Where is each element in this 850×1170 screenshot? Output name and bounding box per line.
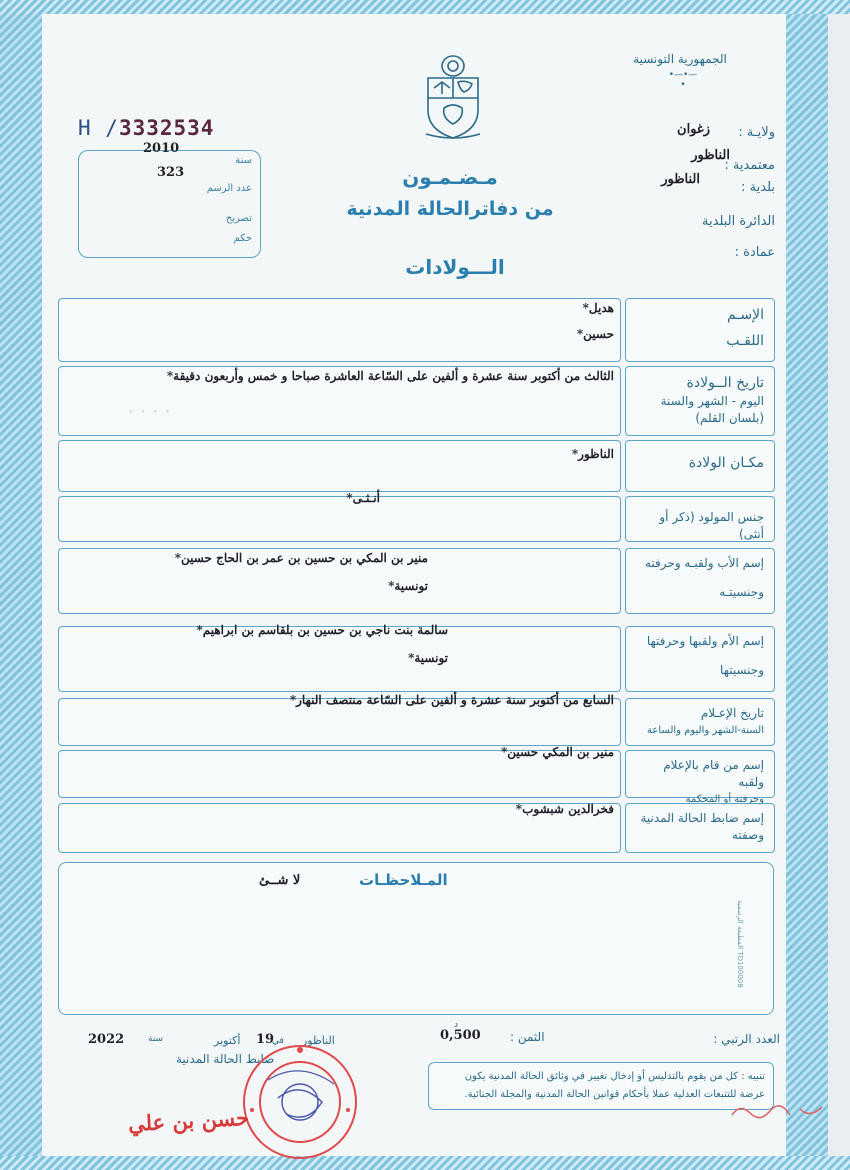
- issue-year-label: سنة: [148, 1034, 164, 1044]
- birth-date-label-cell: [625, 366, 775, 436]
- declaration-date-sub-label: السنة-الشهر واليوم والساعة: [647, 725, 764, 736]
- row-sex: [58, 491, 776, 542]
- row-birth-date: [58, 366, 776, 436]
- officer-label: إسم ضابط الحالة المدنية: [640, 811, 764, 825]
- tunisia-coat-of-arms-icon: [420, 52, 486, 142]
- officer-sub-label: وصفته: [731, 828, 764, 842]
- imada-label: عمادة :: [734, 245, 775, 260]
- issue-day: 19: [256, 1032, 275, 1047]
- sex-value-cell: [58, 491, 621, 542]
- declarant-value: منير بن المكي حسين*: [500, 745, 614, 759]
- officer-value-cell: [58, 803, 621, 853]
- remarks-value: لا شــئ: [259, 873, 301, 888]
- birth-place-value: الناظور*: [571, 447, 614, 461]
- last-name-value: حسين*: [576, 327, 614, 341]
- judgment-label: حكم: [233, 233, 252, 244]
- row-father: [58, 548, 776, 614]
- officer-signature: حسن بن علي: [127, 1104, 250, 1137]
- issue-year: 2022: [88, 1032, 125, 1047]
- price-label: الثمن :: [510, 1030, 545, 1044]
- register-box: [78, 141, 261, 258]
- decorative-border-left: [0, 0, 42, 1170]
- birth-place-value-cell: [58, 440, 621, 492]
- birth-place-label-cell: [625, 440, 775, 492]
- father-label: إسم الأب ولقبـه وحرفته: [644, 556, 764, 570]
- mother-value-cell: [58, 623, 621, 692]
- register-year-label: سنة: [235, 155, 252, 166]
- row-name: [58, 298, 776, 362]
- sex-label-cell: [625, 496, 775, 542]
- page-edge: [828, 0, 850, 1170]
- ornament: •—•—•: [668, 70, 698, 90]
- row-declarant: [58, 745, 776, 805]
- mother-nationality-label: وجنسيتها: [720, 663, 764, 677]
- declaration-date-label: تاريخ الإعـلام: [700, 706, 764, 720]
- row-birth-place: [58, 440, 776, 492]
- row-mother: [58, 623, 776, 692]
- price-unit: د: [454, 1020, 459, 1030]
- officer-value: فخرالدين شبشوب*: [515, 802, 614, 816]
- declarant-label: إسم من قام بالإعلام ولقبه: [663, 758, 764, 789]
- birth-place-label: مكـان الولادة: [688, 455, 764, 471]
- declarant-label-cell: [625, 750, 775, 805]
- governorate-label: ولايـة :: [738, 125, 775, 140]
- declaration-label: تصريح: [225, 213, 252, 224]
- red-ink-marks: [730, 1095, 830, 1125]
- mother-nationality-value: تونسية*: [408, 651, 448, 665]
- delegation-label: معتمدية :: [724, 158, 775, 173]
- municipality-value: الناظور: [661, 172, 700, 187]
- issue-place: الناظور: [302, 1034, 335, 1047]
- remarks-label: المـلاحظـات: [359, 871, 448, 889]
- father-nationality-value: تونسية*: [388, 579, 428, 593]
- register-number-label: عدد الرسم: [206, 183, 252, 194]
- serial-number-label: العدد الرتبي :: [713, 1032, 780, 1046]
- declaration-date-value-cell: [58, 693, 621, 746]
- register-year: 2010: [143, 141, 180, 156]
- delegation-value: الناظور: [691, 148, 730, 163]
- first-name-value: هديل*: [582, 301, 614, 315]
- issue-month: أكتوبر: [214, 1034, 241, 1047]
- decorative-border-right: [786, 0, 828, 1170]
- birth-date-sub-label: اليوم - الشهر والسنة: [660, 394, 764, 408]
- row-officer: [58, 803, 776, 853]
- father-nationality-label: وجنسيتـه: [719, 585, 764, 599]
- name-value-cell: [58, 298, 621, 362]
- declaration-date-value: السابع من أكتوبر سنة عشرة و ألفين على السّاعة منتصف النهار*: [289, 693, 614, 707]
- sex-label: جنس المولود (ذكر أو أنثى): [659, 510, 764, 541]
- serial-number: 3332534: [118, 116, 215, 140]
- father-value-cell: [58, 548, 621, 614]
- remarks-box: [58, 862, 774, 1015]
- father-label-cell: [625, 548, 775, 614]
- mother-name-value: سالمة بنت ناجي بن حسين بن بلقاسم بن ابراهيم*: [196, 623, 448, 637]
- municipal-district-label: الدائرة البلدية: [702, 214, 775, 229]
- officer-label-cell: [625, 803, 775, 853]
- sex-value: أنـثـى*: [346, 491, 380, 505]
- register-number: 323: [157, 165, 185, 180]
- mother-label-cell: [625, 626, 775, 692]
- price-value: 0,500: [440, 1028, 481, 1043]
- title-births: الـــولادات: [405, 255, 505, 279]
- certificate-serial: [78, 116, 214, 140]
- republic-name: الجمهورية التونسية: [633, 52, 727, 66]
- father-name-value: منير بن المكي بن حسين بن عمر بن الحاج حسين*: [174, 551, 428, 565]
- row-declaration-date: [58, 693, 776, 746]
- dotted-fill: · · · ·: [129, 407, 173, 418]
- declarant-value-cell: [58, 745, 621, 798]
- decorative-border-bottom: [0, 1156, 850, 1170]
- decorative-border-top: [0, 0, 850, 14]
- birth-date-note: (بلسان القلم): [695, 411, 764, 425]
- municipal-stamp-icon: [238, 1040, 362, 1164]
- declaration-date-label-cell: [625, 698, 775, 746]
- title-content: مـضـمـون: [402, 165, 498, 189]
- printer-edition-note: المطبعة الرسمية TD100008: [736, 900, 744, 988]
- birth-date-value-cell: [58, 366, 621, 436]
- mother-label: إسم الأم ولقبها وحرفتها: [646, 634, 764, 648]
- date-prefix: في: [272, 1036, 284, 1046]
- serial-prefix: H /: [78, 116, 119, 140]
- declarant-sub-label: وحرفته أو المحكمة: [685, 794, 764, 805]
- first-name-label: الإسـم: [726, 307, 764, 323]
- birth-date-value: الثالث من أكتوبر سنة عشرة و ألفين على السّاعة العاشرة صباحا و خمس وأربعون دقيقة*: [166, 369, 614, 383]
- officer-title: ضابط الحالة المدنية: [176, 1052, 275, 1066]
- name-label-cell: [625, 298, 775, 362]
- governorate-value: زغوان: [677, 122, 710, 137]
- last-name-label: اللقـب: [726, 333, 764, 349]
- legal-notice: تنبيه : كل من يقوم بالتدليس أو إدخال تغيير في وثائق الحالة المدنية يكون عرضة للتتبعات العدلية عملا بأحكام قوانين الحالة المدنية والمجلة الجنائية.: [428, 1062, 774, 1110]
- birth-date-label: تاريخ الــولادة: [686, 375, 764, 391]
- title-registers: من دفاترالحالة المدنية: [346, 198, 554, 220]
- municipality-label: بلدية :: [741, 180, 775, 195]
